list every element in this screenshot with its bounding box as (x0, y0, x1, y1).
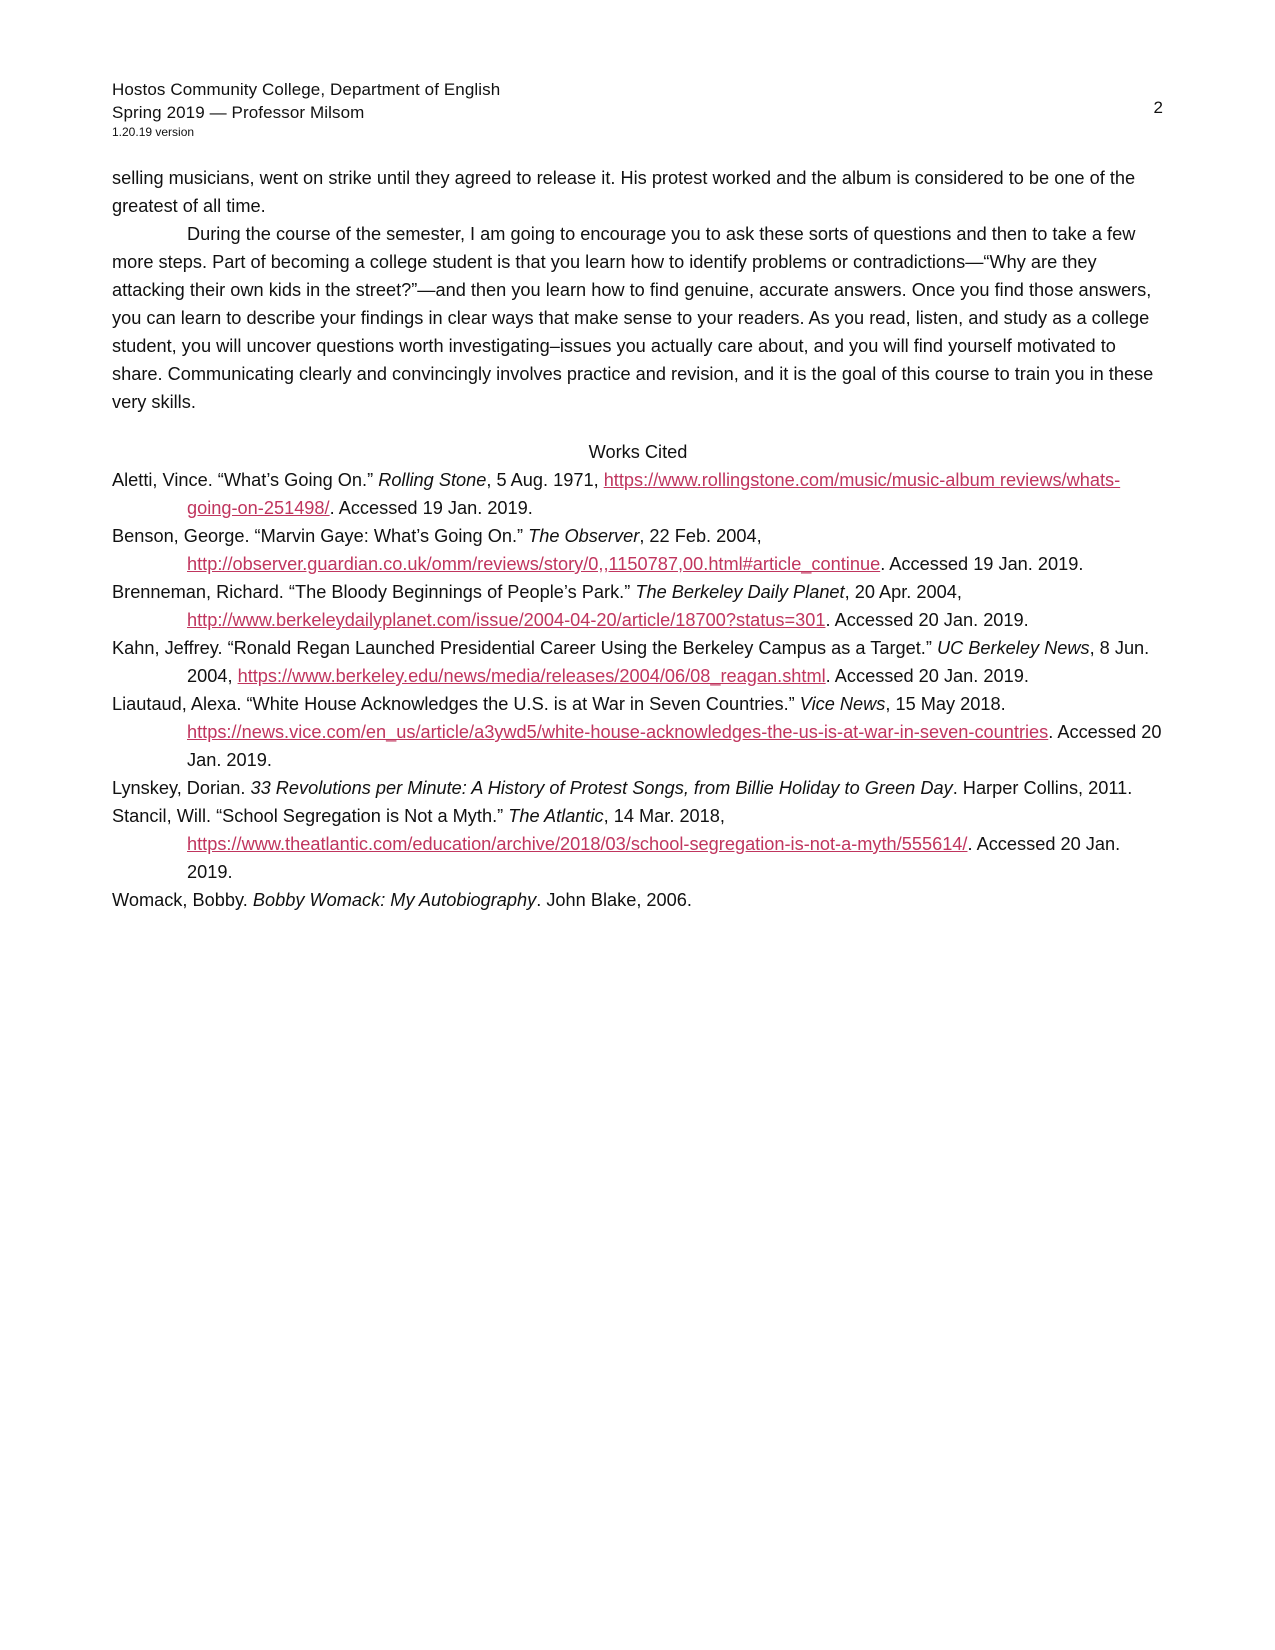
header-version: 1.20.19 version (112, 125, 195, 139)
citation-link[interactable]: https://www.theatlantic.com/education/archive/2018/03/school-segregation-is-not-a-myth/555614/ (187, 834, 968, 854)
citation-link[interactable]: http://observer.guardian.co.uk/omm/reviews/story/0,,1150787,00.html#article_continue (187, 554, 881, 574)
citation-details: , 15 May 2018. (885, 694, 1006, 714)
citation-details: , 14 Mar. 2018, (603, 806, 725, 826)
header-institution: Hostos Community College, Department of English (112, 80, 501, 99)
citation-text: Womack, Bobby. (112, 890, 253, 910)
citation-accessed: . Accessed 19 Jan. 2019. (880, 554, 1084, 574)
citation-link[interactable]: https://www.berkeley.edu/news/media/releases/2004/06/08_reagan.shtml (237, 666, 826, 686)
citation-source: The Atlantic (508, 806, 604, 826)
citation-text: Stancil, Will. “School Segregation is Not a Myth.” (112, 806, 509, 826)
page-number: 2 (1153, 98, 1163, 117)
citation-accessed: . Accessed 20 Jan. 2019. (825, 610, 1029, 630)
body-text (112, 164, 1164, 416)
citation-source: Rolling Stone (378, 470, 487, 490)
citation-source: 33 Revolutions per Minute: A History of Protest Songs, from Billie Holiday to Green Day (250, 778, 953, 798)
citation-source: Vice News (799, 694, 886, 714)
citation-entry (112, 774, 1164, 802)
citation-accessed: . Accessed 20 Jan. 2019. (187, 834, 1121, 882)
citation-text: Kahn, Jeffrey. “Ronald Regan Launched Presidential Career Using the Berkeley Campus as a Target.” (112, 638, 937, 658)
paragraph-course-goals: During the course of the semester, I am going to encourage you to ask these sorts of questions and then to take a few more steps. Part of becoming a college student is that you learn how to identify problems or contradictions—“Why are they attacking their own kids in the street?”—and then you learn how to find genuine, accurate answers. Once you find those answers, you can learn to describe your findings in clear ways that make sense to your readers. As you read, listen, and study as a college student, you will uncover questions worth investigating–issues you actually care about, and you will find yourself motivated to share. Communicating clearly and convincingly involves practice and revision, and it is the goal of this course to train you in these very skills. (112, 224, 1154, 412)
citation-details: , 5 Aug. 1971, (486, 470, 604, 490)
citation-link[interactable]: https://www.rollingstone.com/music/music-album reviews/whats-going-on-251498/ (187, 470, 1121, 518)
citation-entry (112, 802, 1164, 886)
citation-details: , 8 Jun. 2004, (187, 638, 1150, 686)
citation-entry (112, 690, 1164, 774)
works-cited-heading: Works Cited (588, 442, 688, 462)
citation-entry (112, 466, 1164, 522)
citation-source: Bobby Womack: My Autobiography (252, 890, 537, 910)
citation-details: , 20 Apr. 2004, (844, 582, 962, 602)
citation-details: . John Blake, 2006. (536, 890, 692, 910)
citation-entry (112, 634, 1164, 690)
citation-link[interactable]: http://www.berkeleydailyplanet.com/issue/2004-04-20/article/18700?status=301 (187, 610, 826, 630)
citation-accessed: . Accessed 20 Jan. 2019. (825, 666, 1029, 686)
citation-source: The Observer (528, 526, 640, 546)
citation-entry (112, 522, 1164, 578)
citation-accessed: . Accessed 20 Jan. 2019. (187, 722, 1162, 770)
citation-accessed: . Accessed 19 Jan. 2019. (329, 498, 533, 518)
citation-text: Brenneman, Richard. “The Bloody Beginnings of People’s Park.” (112, 582, 636, 602)
document-header (112, 78, 1164, 140)
citation-entry (112, 886, 1164, 914)
works-cited-list (112, 466, 1164, 914)
citation-entry (112, 578, 1164, 634)
citation-text: Benson, George. “Marvin Gaye: What’s Going On.” (112, 526, 529, 546)
citation-details: , 22 Feb. 2004, (639, 526, 762, 546)
citation-details: . Harper Collins, 2011. (952, 778, 1133, 798)
citation-text: Aletti, Vince. “What’s Going On.” (112, 470, 379, 490)
citation-link[interactable]: https://news.vice.com/en_us/article/a3ywd5/white-house-acknowledges-the-us-is-at-war-in-seven-countries (187, 722, 1049, 742)
citation-source: UC Berkeley News (936, 638, 1090, 658)
citation-text: Lynskey, Dorian. (112, 778, 251, 798)
citation-text: Liautaud, Alexa. “White House Acknowledges the U.S. is at War in Seven Countries.” (112, 694, 800, 714)
header-course: Spring 2019 — Professor Milsom (112, 103, 365, 122)
citation-source: The Berkeley Daily Planet (635, 582, 845, 602)
paragraph-continuation: selling musicians, went on strike until they agreed to release it. His protest worked and the album is considered to be one of the greatest of all time. (112, 168, 1136, 216)
